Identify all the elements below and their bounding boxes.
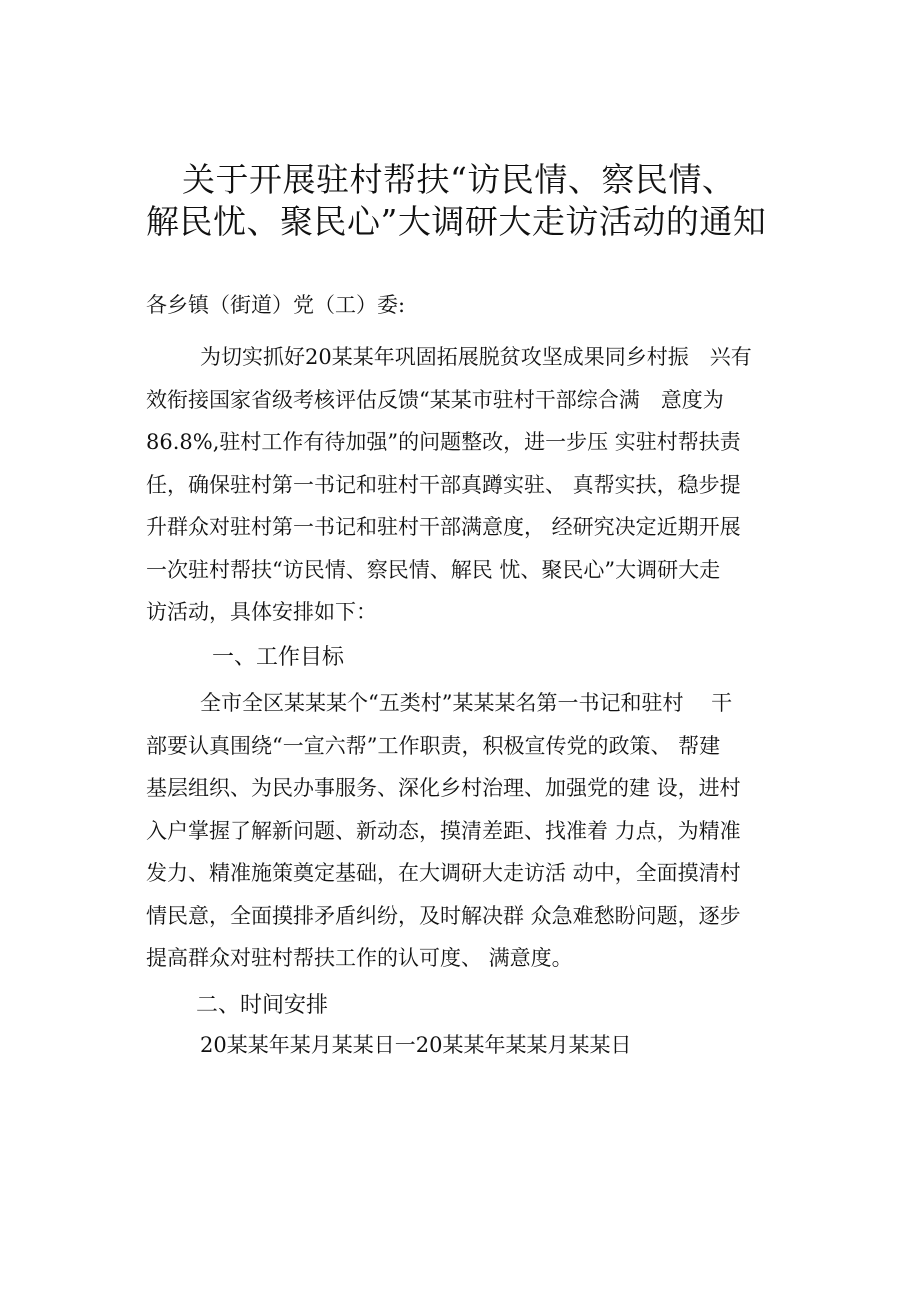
paragraph-line: 提高群众对驻村帮扶工作的认可度、 满意度。	[146, 946, 573, 970]
section-heading-work-goals: 一、工作目标	[212, 645, 345, 670]
work-goals-paragraph	[146, 682, 806, 980]
paragraph-line: 任，确保驻村第一书记和驻村干部真蹲实驻、 真帮实扶，稳步提	[146, 472, 741, 497]
salutation: 各乡镇（街道）党（工）委:	[146, 293, 406, 317]
paragraph-line: 86.8%,驻村工作有待加强”的问题整改，进一步压 实驻村帮扶责	[146, 430, 741, 454]
paragraph-line: 20某某年某月某某日一20某某年某某月某某日	[200, 1033, 632, 1057]
intro-paragraph	[146, 336, 806, 634]
section-heading-schedule: 二、时间安排	[196, 993, 329, 1018]
paragraph-line: 效衔接国家省级考核评估反馈“某某市驻村干部综合满 意度为	[146, 387, 724, 412]
document-title-line-1: 关于开展驻村帮扶“访民情、察民情、	[182, 160, 736, 199]
paragraph-line: 入户掌握了解新问题、新动态，摸清差距、找准着 力点，为精准	[146, 818, 741, 843]
paragraph-line: 访活动，具体安排如下：	[146, 600, 377, 624]
paragraph-line: 发力、精准施策奠定基础，在大调研大走访活 动中，全面摸清村	[146, 861, 741, 885]
paragraph-line: 为切实抓好20某某年巩固拓展脱贫攻坚成果同乡村振 兴有	[200, 345, 752, 369]
paragraph-line: 升群众对驻村第一书记和驻村干部满意度， 经研究决定近期开展	[146, 515, 741, 539]
paragraph-line: 部要认真围绕“一宣六帮”工作职责，积极宣传党的政策、 帮建	[146, 733, 721, 758]
document-title-line-2: 解民忧、聚民心”大调研大走访活动的通知	[146, 202, 767, 241]
paragraph-line: 情民意，全面摸排矛盾纠纷，及时解决群 众急难愁盼问题，逐步	[146, 903, 741, 928]
paragraph-line: 一次驻村帮扶“访民情、察民情、解民 忧、聚民心”大调研大走	[146, 557, 721, 582]
paragraph-line: 基层组织、为民办事服务、深化乡村治理、加强党的建 设，进村	[146, 776, 741, 800]
paragraph-line: 全市全区某某某个“五类村”某某某名第一书记和驻村 干	[200, 691, 733, 715]
schedule-paragraph	[146, 1024, 806, 1067]
